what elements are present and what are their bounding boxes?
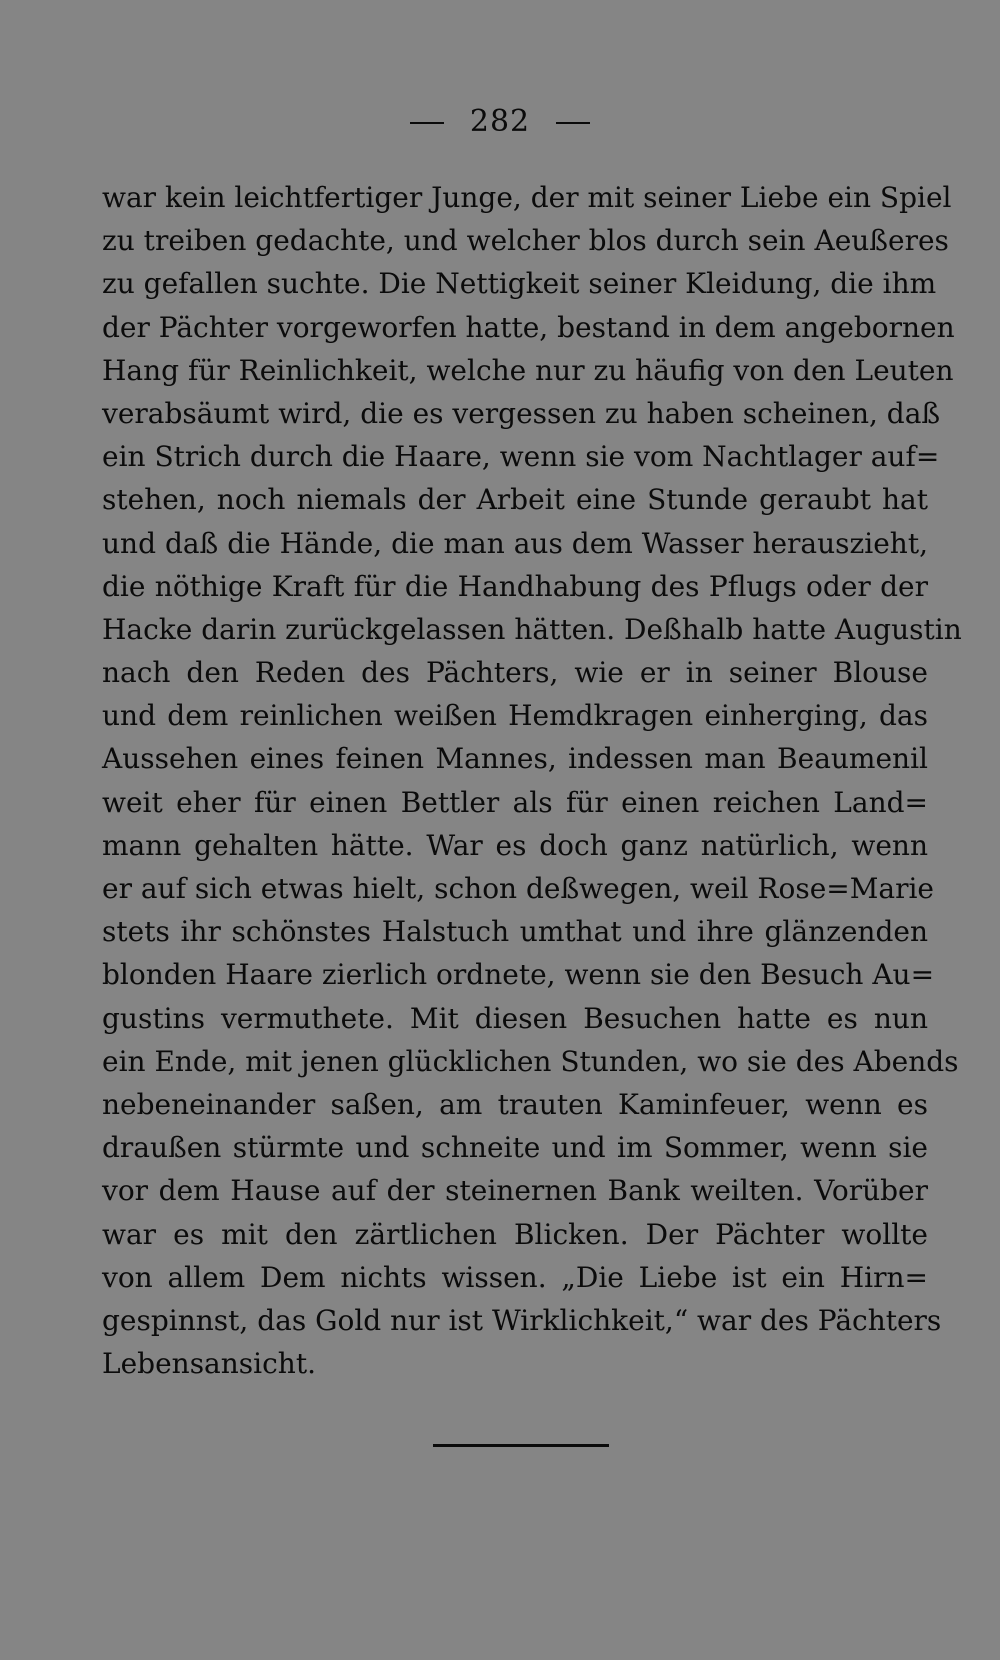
text-line: ein Ende, mit jenen glücklichen Stunden, wo sie des Abends: [102, 1044, 959, 1078]
text-line: er auf sich etwas hielt, schon deßwegen, weil Rose=Marie: [102, 872, 935, 905]
header-dash-left: [410, 122, 444, 124]
text-line: stets ihr schönstes Halstuch umthat und ihre glänzenden: [102, 915, 928, 949]
text-line: von allem Dem nichts wissen. „Die Liebe ist ein Hirn=: [102, 1260, 928, 1294]
text-line: Hang für Reinlichkeit, welche nur zu häufig von den Leuten: [102, 353, 954, 387]
text-line: stehen, noch niemals der Arbeit eine Stunde geraubt hat: [102, 483, 928, 517]
text-line: ein Strich durch die Haare, wenn sie vom Nachtlager auf=: [102, 440, 940, 474]
text-line: zu treiben gedachte, und welcher blos durch sein Aeußeres: [102, 224, 949, 258]
text-line: und daß die Hände, die man aus dem Wasser herauszieht,: [102, 526, 928, 560]
text-line: weit eher für einen Bettler als für einen reichen Land=: [102, 785, 928, 819]
text-line: verabsäumt wird, die es vergessen zu haben scheinen, daß: [102, 396, 941, 430]
text-line: war kein leichtfertiger Junge, der mit seiner Liebe ein Spiel: [102, 181, 952, 214]
text-line: gespinnst, das Gold nur ist Wirklichkeit,“ war des Pächters: [102, 1303, 942, 1337]
text-line: der Pächter vorgeworfen hatte, bestand in dem angebornen: [102, 310, 955, 344]
page-number: 282: [469, 104, 531, 139]
text-line: Aussehen eines feinen Mannes, indessen man Beaumenil: [102, 742, 928, 776]
text-line: Hacke darin zurückgelassen hätten. Deßhalb hatte Augustin: [102, 612, 962, 646]
page-header: [0, 104, 1000, 139]
body-text: [102, 176, 962, 1385]
text-line: blonden Haare zierlich ordnete, wenn sie den Besuch Au=: [102, 958, 935, 992]
text-line: nach den Reden des Pächters, wie er in seiner Blouse: [102, 656, 928, 690]
text-line: war es mit den zärtlichen Blicken. Der Pächter wollte: [102, 1217, 928, 1251]
text-line: die nöthige Kraft für die Handhabung des Pflugs oder der: [102, 569, 928, 603]
text-line: gustins vermuthete. Mit diesen Besuchen hatte es nun: [102, 1001, 928, 1035]
end-rule: [433, 1444, 609, 1447]
text-line: zu gefallen suchte. Die Nettigkeit seiner Kleidung, die ihm: [102, 267, 937, 301]
header-dash-right: [556, 122, 590, 124]
text-line: vor dem Hause auf der steinernen Bank weilten. Vorüber: [102, 1174, 928, 1208]
text-line: nebeneinander saßen, am trauten Kaminfeuer, wenn es: [102, 1087, 928, 1121]
text-line-last: Lebensansicht.: [102, 1347, 316, 1381]
text-line: draußen stürmte und schneite und im Sommer, wenn sie: [102, 1131, 928, 1165]
text-line: und dem reinlichen weißen Hemdkragen einherging, das: [102, 699, 928, 733]
text-line: mann gehalten hätte. War es doch ganz natürlich, wenn: [102, 828, 928, 862]
